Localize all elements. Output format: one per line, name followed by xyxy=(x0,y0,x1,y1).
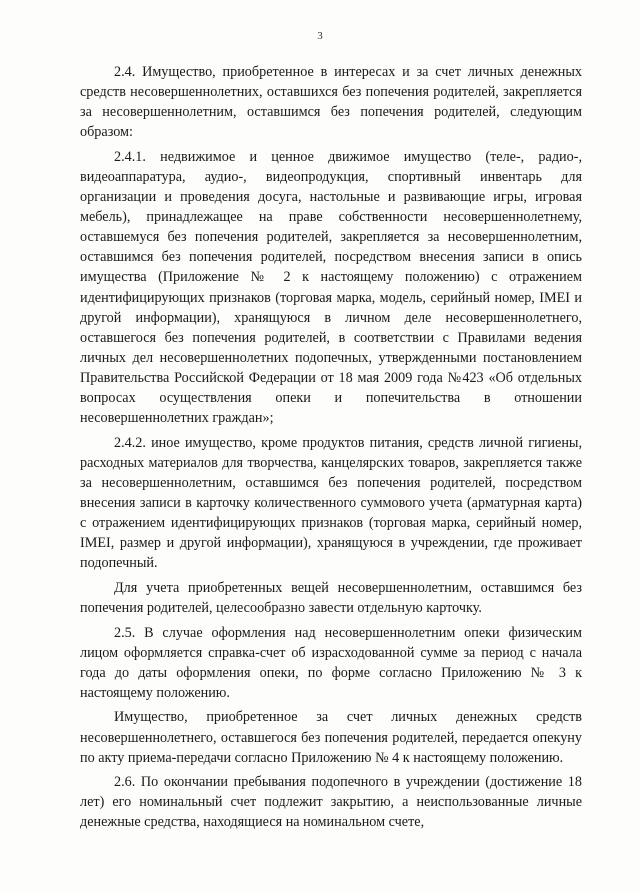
paragraph-2-4: 2.4. Имущество, приобретенное в интересах и за счет личных денежных средств несовершеннолетних, оставшихся без попечения родителей, закрепляется за несовершеннолетним, оставшимся без попечения родителей, следующим образом: xyxy=(80,64,582,141)
paragraph-property-transfer: Имущество, приобретенное за счет личных денежных средств несовершеннолетнего, оставшегося без попечения родителей, передается опекуну по акту приема-передачи согласно Приложению № 4 к настоящему положению. xyxy=(80,709,582,766)
paragraph-2-4-2: 2.4.2. иное имущество, кроме продуктов питания, средств личной гигиены, расходных материалов для творчества, канцелярских товаров, закрепляется также за несовершеннолетним, оставшимся без попечения родителей, посредством внесения записи в карточку количественного суммового учета (арматурная карта) с отражением идентифицирующих признаков (торговая марка, серийный номер, IMEI, размер и другой информации), хранящуюся в учреждении, где проживает подопечный. xyxy=(80,434,582,572)
paragraph-2-6: 2.6. По окончании пребывания подопечного в учреждении (достижение 18 лет) его номинальный счет подлежит закрытию, а неиспользованные личные денежные средства, находящиеся на номинальном счете, xyxy=(80,774,582,831)
paragraph-card-note: Для учета приобретенных вещей несовершеннолетним, оставшимся без попечения родителей, целесообразно завести отдельную карточку. xyxy=(80,579,582,616)
paragraph-2-4-1: 2.4.1. недвижимое и ценное движимое имущество (теле-, радио-, видеоаппаратура, аудио-, видеопродукция, спортивный инвентарь для организации и проведения досуга, настольные и развивающие игры, игровая мебель), принадлежащее на праве собственности несовершеннолетнему, оставшемуся без попечения родителей, закрепляется за несовершеннолетним, оставшимся без попечения родителей, посредством внесения записи в опись имущества (Приложение № 2 к настоящему положению) с отражением идентифицирующих признаков (торговая марка, модель, серийный номер, IMEI и другой информации), хранящуюся в личном деле несовершеннолетнего, оставшегося без попечения родителей, в соответствии с Правилами ведения личных дел несовершеннолетних подопечных, утвержденными постановлением Правительства Российской Федерации от 18 мая 2009 года №423 «Об отдельных вопросах осуществления опеки и попечительства в отношении несовершеннолетних граждан»; xyxy=(80,148,582,427)
paragraph-2-5: 2.5. В случае оформления над несовершеннолетним опеки физическим лицом оформляется справка-счет об израсходованной сумме за период с начала года до даты оформления опеки, по форме согласно Приложению № 3 к настоящему положению. xyxy=(80,624,582,701)
page-number: 3 xyxy=(317,30,323,42)
document-body xyxy=(80,62,582,837)
